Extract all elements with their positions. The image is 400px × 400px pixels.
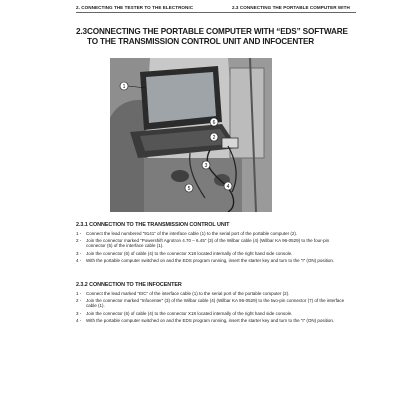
svg-text:2: 2 bbox=[212, 135, 216, 141]
header-chapter: 2. CONNECTING THE TESTER TO THE ELECTRONIC bbox=[76, 5, 194, 10]
svg-text:4: 4 bbox=[226, 184, 230, 190]
callout-2 bbox=[210, 118, 218, 126]
step: 4 - With the portable computer switched on and the EDS program running, insert the starter key and turn to the “I” (ON) position. bbox=[76, 257, 335, 263]
step: 1 - Connect the lead marked “EIC” of the interface cable (1) to the serial port of the portable computer (2). bbox=[76, 291, 290, 296]
section-title: CONNECTING THE PORTABLE COMPUTER WITH “EDS” SOFTWARE TO THE TRANSMISSION CONTROL UNIT AND INFOCENTER bbox=[87, 27, 348, 46]
connection-photo bbox=[110, 58, 272, 212]
step: 4 - With the portable computer switched on and the EDS program running, insert the starter key and turn to the “I” (ON) position. bbox=[76, 317, 335, 323]
running-header bbox=[76, 3, 350, 11]
svg-text:3: 3 bbox=[204, 163, 208, 169]
svg-text:1: 1 bbox=[122, 84, 126, 90]
svg-text:5: 5 bbox=[187, 186, 191, 192]
callout-5 bbox=[185, 184, 193, 192]
step: 2 - Join the connector marked “Infocenter” (3) of the Wilbar cable (4) (Wilbar KA 96-0529) to the two-pin connector (7) of the interface cable (1). bbox=[76, 298, 345, 309]
step: 3 - Join the connector (6) of cable (4) to the connector X18 located internally of the right hand side console. bbox=[76, 250, 293, 256]
step: 1 - Connect the lead numbered “9141” of the interface cable (1) to the serial port of the portable computer (2). bbox=[76, 231, 298, 236]
subsection-2-steps bbox=[76, 291, 348, 325]
step: 2 - Join the connector marked “Powershift Agrotron 4.70 – 6.45” (3) of the Wilbar cable (4) (Wilbar KA 96-0529) to the four-pin connector (5) of the interface cable (1). bbox=[76, 238, 330, 249]
callout-6 bbox=[224, 182, 232, 190]
callout-3 bbox=[210, 133, 218, 141]
header-rule bbox=[76, 12, 356, 13]
step: 3 - Join the connector (6) of cable (4) to the connector X18 located internally of the right hand side console. bbox=[76, 310, 293, 316]
subsection-2-title: 2.3.2 CONNECTION TO THE INFOCENTER bbox=[76, 282, 182, 288]
header-section: 2.3 CONNECTING THE PORTABLE COMPUTER WITH bbox=[232, 5, 350, 10]
svg-text:6: 6 bbox=[212, 120, 216, 126]
section-number: 2.3 bbox=[76, 27, 87, 36]
subsection-1-title: 2.3.1 CONNECTION TO THE TRANSMISSION CONTROL UNIT bbox=[76, 222, 230, 228]
callout-4 bbox=[202, 161, 210, 169]
subsection-1-steps bbox=[76, 231, 348, 265]
